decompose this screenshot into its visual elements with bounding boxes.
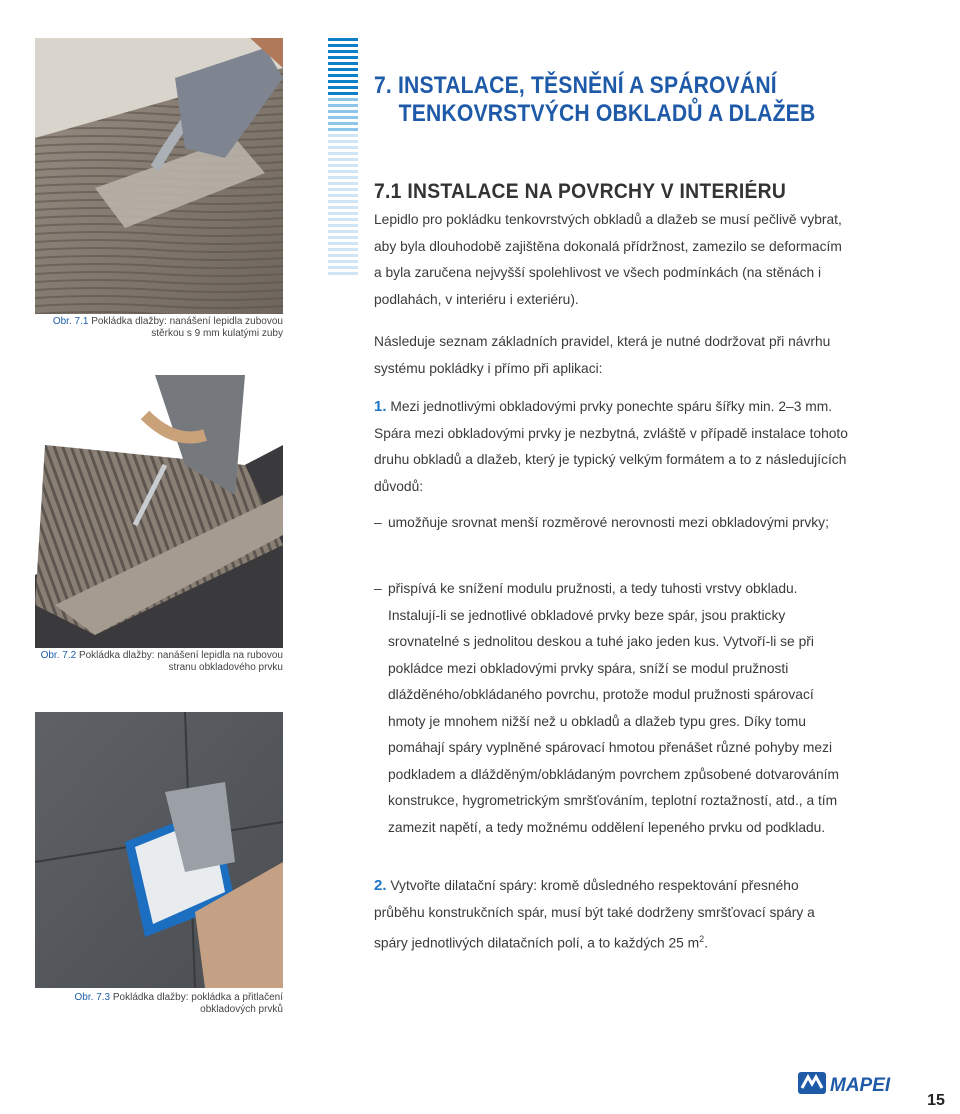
figure-text: Pokládka dlažby: nanášení lepidla zubovou stěrkou s 9 mm kulatými zuby xyxy=(91,316,283,339)
superscript: 2 xyxy=(699,934,705,944)
dash-symbol: – xyxy=(374,581,382,596)
figure-label: Obr. 7.3 xyxy=(74,992,111,1003)
figure-caption-1 xyxy=(35,316,283,340)
figure-label: Obr. 7.2 xyxy=(40,650,77,661)
list-item-1 xyxy=(374,394,848,500)
figure-text: Pokládka dlažby: nanášení lepidla na rubovou stranu obkladového prvku xyxy=(78,650,283,673)
page-number: 15 xyxy=(912,1088,960,1114)
dash-item-text: přispívá ke snížení modulu pružnosti, a tedy tuhosti vrstvy obkladu. Instalují-li se jednotlivé obkladové prvky beze spár, jsou prakticky srovnatelné s jednolitou deskou a tuhé jako jeden kus. Vytvoří-li se při pokládce mezi obkladovými prvky spára, sníží se modul pružnosti dlážděného/obkládaného povrchu, protože modul pružnosti spárovací hmoty je mnohem nižší než u obkladů a dlažeb typu gres. Díky tomu pomáhají spáry vyplněné spárovací hmotou přenášet různé pohyby mezi podkladem a dlážděným/obkládaným povrchem způsobené dotvarováním konstrukce, hygrometrickým smršťováním, teplotní roztažností, atd., a tím zamezit napětí, a tedy možnému oddělení lepeného prvku od podkladu. xyxy=(388,581,839,835)
list-item-text: Mezi jednotlivými obkladovými prvky ponechte spáru šířky min. 2–3 mm. Spára mezi obkladovými prvky je nezbytná, zvláště v případě instalace tohoto druhu obkladů a dlažeb, který je typický velkým formátem a to z následujících důvodů: xyxy=(374,399,848,494)
mapei-logo xyxy=(798,1070,908,1103)
logo-text: MAPEI xyxy=(830,1075,891,1096)
figure-text: Pokládka dlažby: pokládka a přitlačení obkladových prvků xyxy=(112,992,283,1015)
photo-trowel-application xyxy=(35,38,283,314)
dash-item-2 xyxy=(374,576,848,841)
intro-paragraph: Lepidlo pro pokládku tenkovrstvých obkladů a dlažeb se musí pečlivě vybrat, aby byla dlouhodobě zajištěna dokonalá přídržnost, zamezilo se deformacím a byla zaručena nejvyšší spolehlivost ve všech podmínkách (na stěnách i podlahách, v interiéru i exteriéru). xyxy=(374,212,842,307)
section-title-line2: TENKOVRSTVÝCH OBKLADŮ A DLAŽEB xyxy=(398,100,816,127)
photo-tile-pressing xyxy=(35,712,283,988)
decorative-stripes xyxy=(328,38,358,278)
dash-item-1 xyxy=(374,510,848,537)
photo-back-buttering xyxy=(35,375,283,648)
list-item-text: Vytvořte dilatační spáry: kromě důsledného respektování přesného průběhu konstrukčních spár, musí být také dodrženy smršťovací spáry a spáry jednotlivých dilatačních polí, a to každých 25 m xyxy=(374,878,815,951)
logo-mark-icon xyxy=(798,1072,826,1094)
subsection-title: 7.1 INSTALACE NA POVRCHY V INTERIÉRU xyxy=(374,180,787,203)
figure-label: Obr. 7.1 xyxy=(52,316,89,327)
list-item-end: . xyxy=(704,935,709,951)
figure-caption-3 xyxy=(35,992,283,1016)
section-title xyxy=(374,72,815,128)
figure-caption-2 xyxy=(35,650,283,674)
list-item-number: 1. xyxy=(374,398,387,415)
section-title-line1: 7. INSTALACE, TĚSNĚNÍ A SPÁROVÁNÍ xyxy=(374,72,777,99)
list-intro-paragraph: Následuje seznam základních pravidel, která je nutné dodržovat při návrhu systému pokládky i přímo při aplikaci: xyxy=(374,334,831,376)
dash-item-text: umožňuje srovnat menší rozměrové nerovnosti mezi obkladovými prvky; xyxy=(388,515,829,530)
list-item-2 xyxy=(374,873,848,957)
dash-symbol: – xyxy=(374,515,382,530)
list-item-number: 2. xyxy=(374,877,387,894)
